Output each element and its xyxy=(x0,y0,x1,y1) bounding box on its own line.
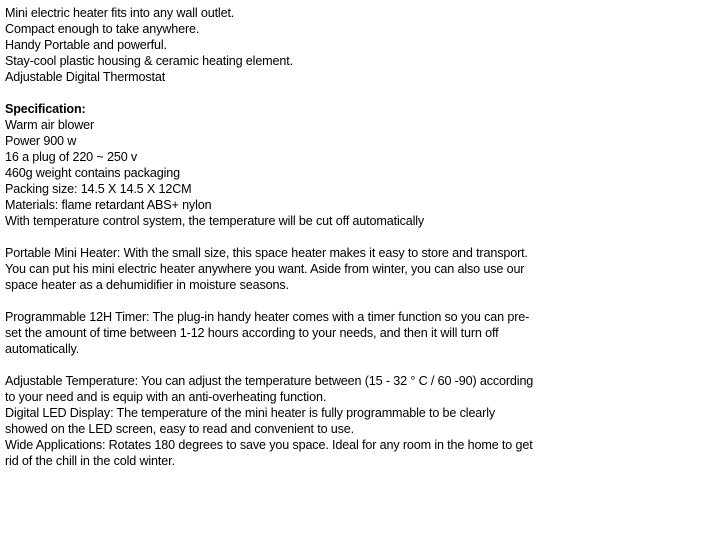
spec-line-warm-air-blower: Warm air blower xyxy=(5,117,95,132)
spec-line-weight: 460g weight contains packaging xyxy=(5,165,180,180)
spec-line-temperature-control: With temperature control system, the temperature will be cut off automatically xyxy=(5,213,425,228)
spec-line-packing-size: Packing size: 14.5 X 14.5 X 12CM xyxy=(5,181,192,196)
specification-heading: Specification: xyxy=(5,101,86,116)
feature1-feature2-spacer xyxy=(5,293,699,309)
feature-3-line-5: Wide Applications: Rotates 180 degrees to save you space. Ideal for any room in the home to get xyxy=(5,437,533,452)
spec-line-materials: Materials: flame retardant ABS+ nylon xyxy=(5,197,212,212)
intro-line-4: Stay-cool plastic housing & ceramic heating element. xyxy=(5,53,293,68)
feature-2-line-2: set the amount of time between 1-12 hours according to your needs, and then it will turn off xyxy=(5,325,499,340)
feature-3-line-1: Adjustable Temperature: You can adjust the temperature between (15 - 32 ° C / 60 -90) according xyxy=(5,373,534,388)
intro-line-3: Handy Portable and powerful. xyxy=(5,37,167,52)
feature-adjustable-temperature-and-display xyxy=(5,373,703,469)
specification-block xyxy=(5,101,699,229)
intro-block xyxy=(5,5,699,85)
feature-2-line-1: Programmable 12H Timer: The plug-in handy heater comes with a timer function so you can pre- xyxy=(5,309,530,324)
intro-spec-spacer xyxy=(5,85,699,101)
feature-1-line-2: You can put his mini electric heater anywhere you want. Aside from winter, you can also use our xyxy=(5,261,525,276)
feature-3-line-4: showed on the LED screen, easy to read and convenient to use. xyxy=(5,421,355,436)
intro-line-5: Adjustable Digital Thermostat xyxy=(5,69,166,84)
feature-3-line-2: to your need and is equip with an anti-overheating function. xyxy=(5,389,327,404)
intro-line-1: Mini electric heater fits into any wall outlet. xyxy=(5,5,235,20)
feature-1-line-3: space heater as a dehumidifier in moisture seasons. xyxy=(5,277,289,292)
spec-line-plug-voltage: 16 a plug of 220 ~ 250 v xyxy=(5,149,138,164)
feature2-feature3-spacer xyxy=(5,357,699,373)
spec-feature1-spacer xyxy=(5,229,699,245)
feature-programmable-12h-timer xyxy=(5,309,703,357)
feature-1-line-1: Portable Mini Heater: With the small size, this space heater makes it easy to store and transport. xyxy=(5,245,528,260)
feature-2-line-3: automatically. xyxy=(5,341,80,356)
spec-line-power: Power 900 w xyxy=(5,133,77,148)
feature-3-line-6: rid of the chill in the cold winter. xyxy=(5,453,175,468)
feature-portable-mini-heater xyxy=(5,245,703,293)
intro-line-2: Compact enough to take anywhere. xyxy=(5,21,200,36)
feature-3-line-3: Digital LED Display: The temperature of the mini heater is fully programmable to be clearly xyxy=(5,405,496,420)
